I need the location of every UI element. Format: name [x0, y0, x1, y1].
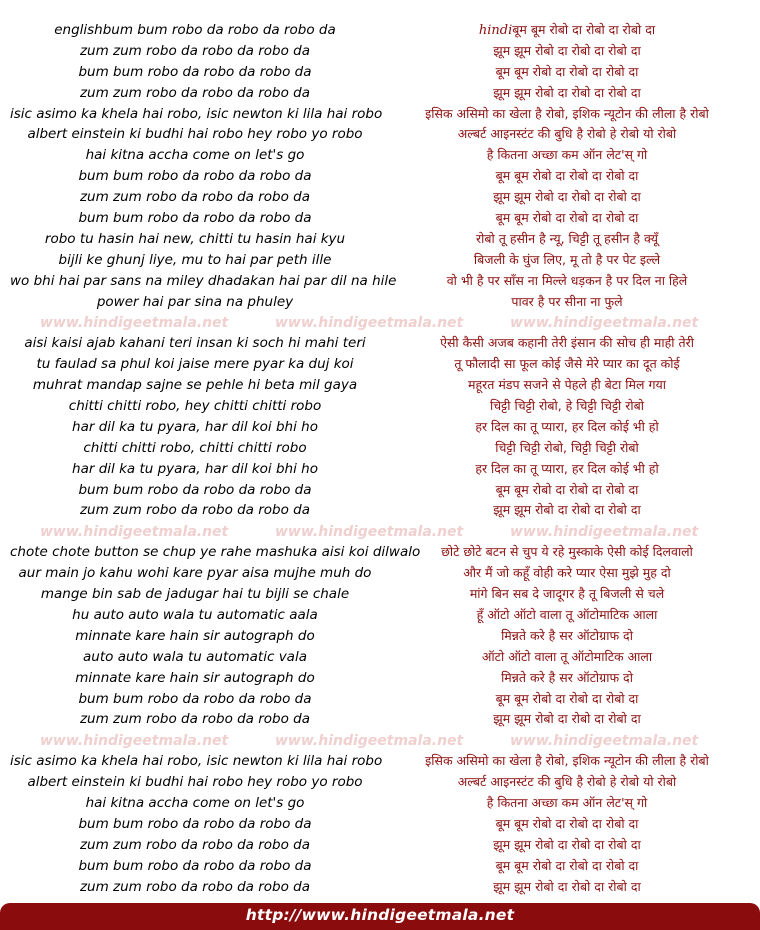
- lyric-text: isic asimo ka khela hai robo, isic newton ki lila hai robo: [10, 105, 383, 122]
- lyric-line: [10, 208, 380, 229]
- lyric-text: minnate kare hain sir autograph do: [75, 627, 315, 644]
- lyric-text: bum bum robo da robo da robo da: [78, 168, 312, 185]
- lyric-text: isic asimo ka khela hai robo, isic newton ki lila hai robo: [10, 753, 383, 770]
- lyric-text: chitti chitti robo, chitti chitti robo: [83, 439, 307, 456]
- lyric-text: मिन्नते करे है सर ऑटोग्राफ दो: [501, 669, 633, 685]
- lyric-text: वो भी है पर साँस ना मिल्ले धड़कन है पर दिल ना हिले: [446, 272, 688, 288]
- watermark-text: www.hindigeetmala.net: [510, 523, 699, 540]
- lyric-line: [382, 605, 752, 626]
- lyric-line: [382, 333, 752, 354]
- lyric-text: chote chote button se chup ye rahe mashuka aisi koi dilwalo: [10, 544, 421, 561]
- lyric-line: [10, 563, 380, 584]
- lyric-text: झूम झूम रोबो दा रोबो दा रोबो दा: [493, 878, 641, 894]
- lyric-line: [10, 605, 380, 626]
- lyric-line: [10, 124, 380, 145]
- lyric-line: [10, 438, 380, 459]
- lyric-text: अल्बर्ट आइनस्टंट की बुधि है रोबो हे रोबो यो रोबो: [457, 126, 677, 142]
- lyric-line: [10, 500, 380, 521]
- lyric-line: [382, 250, 752, 271]
- lyric-text: चिट्टी चिट्टी रोबो, हे चिट्टी चिट्टी रोबो: [489, 398, 644, 414]
- lyric-text: bum bum robo da robo da robo da: [78, 857, 312, 874]
- lyric-text: ऐसी कैसी अजब कहानी तेरी इंसान की सोच ही माही तेरी: [440, 335, 694, 351]
- lyric-line: [10, 647, 380, 668]
- lyric-line: [10, 689, 380, 710]
- hindi-lyrics-column: [382, 20, 752, 897]
- lyric-text: muhrat mandap sajne se pehle hi beta mil gaya: [32, 377, 358, 394]
- lyric-line: [382, 793, 752, 814]
- lyric-text: bum bum robo da robo da robo da: [78, 481, 312, 498]
- lyric-text: इसिक असिमो का खेला है रोबो, इशिक न्यूटोन की लीला है रोबो: [425, 105, 709, 121]
- lyric-text: चिट्टी चिट्टी रोबो, चिट्टी चिट्टी रोबो: [495, 439, 639, 455]
- lyric-line: [10, 417, 380, 438]
- lyric-line: [10, 480, 380, 501]
- lyric-text: है कितना अच्छा कम ऑन लेट'स् गो: [486, 794, 648, 810]
- lyric-line: [382, 480, 752, 501]
- lyric-text: aur main jo kahu wohi kare pyar aisa mujhe muh do: [18, 565, 372, 582]
- lyric-line: [382, 83, 752, 104]
- lyric-text: छोटे छोटे बटन से चुप ये रहे मुस्काके ऐसी कोई दिलवालो: [441, 544, 693, 560]
- lyric-line: [382, 124, 752, 145]
- lyric-line: [10, 584, 380, 605]
- lyric-line: [10, 187, 380, 208]
- lyric-line: [10, 41, 380, 62]
- lyric-text: ऑटो ऑटो वाला तू ऑटोमाटिक आला: [481, 648, 653, 664]
- lyric-line: [382, 417, 752, 438]
- lyric-line: [10, 668, 380, 689]
- lyric-line: [382, 856, 752, 877]
- lyric-line: [10, 793, 380, 814]
- watermark-row: [0, 731, 760, 752]
- lyric-line: [10, 104, 383, 125]
- lyric-line: [10, 856, 380, 877]
- lyric-text: zum zum robo da robo da robo da: [79, 878, 311, 895]
- lyric-line: [10, 542, 421, 563]
- lyric-line: [10, 835, 380, 856]
- lyric-text: तू फौलादी सा फूल कोई जैसे मेरे प्यार का दूत कोई: [454, 356, 680, 372]
- lyric-text: है कितना अच्छा कम ऑन लेट'स् गो: [486, 147, 648, 163]
- lyric-text: zum zum robo da robo da robo da: [79, 84, 311, 101]
- lyric-line: [10, 772, 380, 793]
- lyric-line: [382, 584, 752, 605]
- lyric-line: [382, 772, 752, 793]
- lyric-line: [10, 375, 380, 396]
- lyric-text: बूम बूम रोबो दा रोबो दा रोबो दा: [495, 210, 639, 226]
- lyric-line: [10, 83, 380, 104]
- footer-bar: [0, 903, 760, 930]
- language-tag: english: [54, 22, 103, 38]
- lyric-line: [10, 229, 380, 250]
- lyric-text: bum bum robo da robo da robo da: [78, 210, 312, 227]
- lyric-text: हर दिल का तू प्यारा, हर दिल कोई भी हो: [475, 460, 659, 476]
- lyric-line: [382, 104, 752, 125]
- lyric-line: [382, 647, 752, 668]
- lyric-text: power hai par sina na phuley: [96, 293, 294, 310]
- lyric-text: zum zum robo da robo da robo da: [79, 42, 311, 59]
- lyric-text: बूम बूम रोबो दा रोबो दा रोबो दा: [495, 168, 639, 184]
- lyric-text: hu auto auto wala tu automatic aala: [72, 606, 318, 623]
- watermark-text: www.hindigeetmala.net: [510, 314, 699, 331]
- lyric-text: chitti chitti robo, hey chitti chitti robo: [68, 398, 322, 415]
- watermark-text: www.hindigeetmala.net: [510, 732, 699, 749]
- watermark-text: www.hindigeetmala.net: [40, 732, 229, 749]
- english-lyrics-column: [10, 20, 421, 897]
- watermark-text: www.hindigeetmala.net: [275, 523, 464, 540]
- lyric-line: [382, 835, 752, 856]
- lyric-text: zum zum robo da robo da robo da: [79, 502, 311, 519]
- lyric-line: [10, 250, 380, 271]
- lyric-line: [382, 626, 752, 647]
- lyric-text: रोबो तू हसीन है न्यू, चिट्टी तू हसीन है क्यूँ: [476, 230, 658, 246]
- lyric-text: zum zum robo da robo da robo da: [79, 836, 311, 853]
- lyric-line: [382, 709, 752, 730]
- lyric-text: albert einstein ki budhi hai robo hey robo yo robo: [27, 126, 363, 143]
- lyric-text: hai kitna accha come on let's go: [85, 794, 305, 811]
- lyric-text: झूम झूम रोबो दा रोबो दा रोबो दा: [493, 189, 641, 205]
- lyric-text: बूम बूम रोबो दा रोबो दा रोबो दा: [495, 481, 639, 497]
- lyric-line: [10, 333, 380, 354]
- lyric-text: bijli ke ghunj liye, mu to hai par peth ille: [58, 251, 332, 268]
- lyric-line: [382, 292, 752, 313]
- lyric-line: [10, 814, 380, 835]
- lyric-text: महूरत मंडप सजने से पेहले ही बेटा मिल गया: [468, 377, 666, 393]
- lyric-line: [382, 187, 752, 208]
- lyric-line: [382, 751, 752, 772]
- lyric-line: [382, 814, 752, 835]
- lyric-text: tu faulad sa phul koi jaise mere pyar ka duj koi: [36, 356, 354, 373]
- lyric-text: अल्बर्ट आइनस्टंट की बुधि है रोबो हे रोबो यो रोबो: [457, 774, 677, 790]
- lyric-line: [382, 20, 752, 41]
- watermark-text: www.hindigeetmala.net: [40, 523, 229, 540]
- lyric-text: हूँ ऑटो ऑटो वाला तू ऑटोमाटिक आला: [476, 606, 658, 622]
- lyric-text: बूम बूम रोबो दा रोबो दा रोबो दा: [495, 815, 639, 831]
- lyric-line: [382, 563, 752, 584]
- lyric-text: bum bum robo da robo da robo da: [102, 22, 336, 38]
- lyric-line: [382, 271, 752, 292]
- lyric-line: [382, 877, 752, 898]
- lyric-text: har dil ka tu pyara, har dil koi bhi ho: [72, 460, 318, 477]
- lyric-line: [10, 271, 397, 292]
- lyric-line: [382, 500, 752, 521]
- lyric-text: bum bum robo da robo da robo da: [78, 63, 312, 80]
- lyric-text: zum zum robo da robo da robo da: [79, 711, 311, 728]
- lyric-line: [10, 354, 380, 375]
- lyric-line: [382, 208, 752, 229]
- lyric-text: झूम झूम रोबो दा रोबो दा रोबो दा: [493, 84, 641, 100]
- lyric-text: झूम झूम रोबो दा रोबो दा रोबो दा: [493, 836, 641, 852]
- lyric-line: [10, 459, 380, 480]
- lyric-text: bum bum robo da robo da robo da: [78, 815, 312, 832]
- lyric-line: [10, 626, 380, 647]
- lyric-line: [382, 41, 752, 62]
- watermark-text: www.hindigeetmala.net: [40, 314, 229, 331]
- footer-url-link[interactable]: http://www.hindigeetmala.net: [245, 906, 515, 924]
- language-tag: hindi: [478, 23, 513, 38]
- lyric-text: zum zum robo da robo da robo da: [79, 189, 311, 206]
- lyric-text: बिजली के घुंज लिए, मू तो है पर पेट इल्ले: [473, 251, 661, 267]
- lyric-text: hai kitna accha come on let's go: [85, 147, 305, 164]
- lyric-line: [382, 229, 752, 250]
- lyric-line: [10, 62, 380, 83]
- lyric-line: [382, 375, 752, 396]
- lyric-line: [10, 709, 380, 730]
- lyric-text: auto auto wala tu automatic vala: [83, 648, 307, 665]
- lyric-text: इसिक असिमो का खेला है रोबो, इशिक न्यूटोन की लीला है रोबो: [425, 753, 709, 769]
- watermark-row: [0, 313, 760, 334]
- watermark-text: www.hindigeetmala.net: [275, 732, 464, 749]
- lyric-text: minnate kare hain sir autograph do: [75, 669, 315, 686]
- lyric-text: झूम झूम रोबो दा रोबो दा रोबो दा: [493, 42, 641, 58]
- lyric-text: हर दिल का तू प्यारा, हर दिल कोई भी हो: [475, 418, 659, 434]
- lyric-line: [382, 689, 752, 710]
- lyric-text: झूम झूम रोबो दा रोबो दा रोबो दा: [493, 711, 641, 727]
- lyric-line: [10, 751, 383, 772]
- lyric-text: बूम बूम रोबो दा रोबो दा रोबो दा: [495, 63, 639, 79]
- lyric-line: [382, 166, 752, 187]
- lyric-line: [382, 668, 752, 689]
- lyric-line: [382, 145, 752, 166]
- lyric-line: [382, 62, 752, 83]
- lyric-text: मांगे बिन सब दे जादूगर है तू बिजली से चले: [469, 586, 665, 602]
- lyric-line: [10, 877, 380, 898]
- lyric-text: wo bhi hai par sans na miley dhadakan hai par dil na hile: [10, 272, 397, 289]
- lyric-text: और मैं जो कहूँ वोही करे प्यार ऐसा मुझे मुह दो: [463, 565, 671, 581]
- lyric-line: [382, 438, 752, 459]
- lyric-text: बूम बूम रोबो दा रोबो दा रोबो दा: [495, 857, 639, 873]
- lyric-text: मिन्नते करे है सर ऑटोग्राफ दो: [501, 627, 633, 643]
- lyric-text: झूम झूम रोबो दा रोबो दा रोबो दा: [493, 502, 641, 518]
- lyric-line: [382, 542, 752, 563]
- lyric-line: [382, 354, 752, 375]
- lyric-text: बूम बूम रोबो दा रोबो दा रोबो दा: [512, 22, 656, 37]
- lyric-line: [10, 20, 380, 41]
- lyric-line: [382, 396, 752, 417]
- lyric-text: बूम बूम रोबो दा रोबो दा रोबो दा: [495, 690, 639, 706]
- lyric-line: [382, 459, 752, 480]
- lyric-line: [10, 396, 380, 417]
- watermark-row: [0, 522, 760, 543]
- lyric-text: albert einstein ki budhi hai robo hey robo yo robo: [27, 774, 363, 791]
- lyric-text: aisi kaisi ajab kahani teri insan ki soch hi mahi teri: [24, 335, 366, 352]
- lyric-line: [10, 166, 380, 187]
- lyric-text: पावर है पर सीना ना फुले: [511, 293, 623, 309]
- lyric-text: mange bin sab de jadugar hai tu bijli se chale: [40, 586, 350, 603]
- watermark-text: www.hindigeetmala.net: [275, 314, 464, 331]
- lyric-line: [10, 292, 380, 313]
- lyric-text: bum bum robo da robo da robo da: [78, 690, 312, 707]
- lyric-line: [10, 145, 380, 166]
- lyric-text: har dil ka tu pyara, har dil koi bhi ho: [72, 418, 318, 435]
- lyric-text: robo tu hasin hai new, chitti tu hasin hai kyu: [44, 230, 346, 247]
